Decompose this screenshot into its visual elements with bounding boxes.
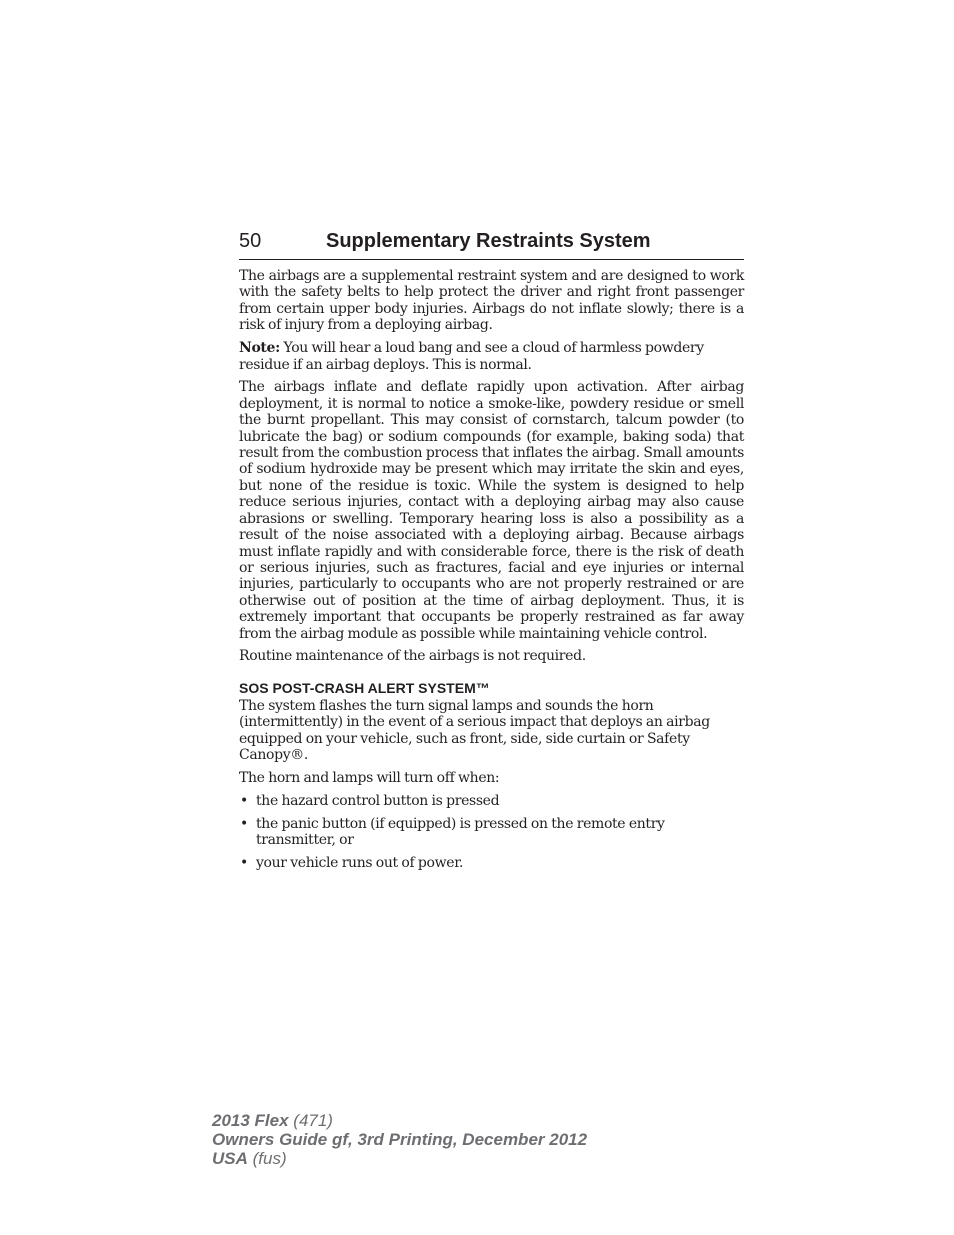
footer-line-model: 2013 Flex (471) [212, 1111, 333, 1130]
turn-off-intro-paragraph: The horn and lamps will turn off when: [239, 769, 500, 786]
note-paragraph [239, 340, 744, 373]
footer-line-market: USA (fus) [212, 1149, 287, 1168]
page-number: 50 [239, 230, 262, 252]
page-header [239, 227, 744, 260]
list-item: • your vehicle runs out of power. [240, 855, 464, 872]
footer-line-guide: Owners Guide gf, 3rd Printing, December 2012 [212, 1130, 588, 1149]
airbag-intro-paragraph: The airbags are a supplemental restraint system and are designed to work with the safety belts to help protect the driver and right front passenger from certain upper body injuries. Airbags do not inflate slowly; there is a risk of injury from a deploying airbag. [239, 268, 744, 334]
note-text: You will hear a loud bang and see a cloud of harmless powdery residue if an airbag deploys. This is normal. [239, 340, 704, 373]
sos-subheading: SOS POST-CRASH ALERT SYSTEM™ [239, 679, 490, 696]
maintenance-paragraph: Routine maintenance of the airbags is not required. [239, 648, 586, 665]
page-content [239, 268, 744, 878]
bullet-icon: • [240, 855, 248, 872]
airbag-deployment-paragraph: The airbags inflate and deflate rapidly upon activation. After airbag deployment, it is normal to notice a smoke-like, powdery residue or smell the burnt propellant. This may consist of cornstarch, talcum powder (to lubricate the bag) or sodium compounds (for example, baking soda) that result from the combustion process that inflates the airbag. Small amounts of sodium hydroxide may be present which may irritate the skin and eyes, but none of the residue is toxic. While the system is designed to help reduce serious injuries, contact with a deploying airbag may also cause abrasions or swelling. Temporary hearing loss is also a possibility as a result of the noise associated with a deploying airbag. Because airbags must inflate rapidly and with considerable force, there is the risk of death or serious injuries, such as fractures, facial and eye injuries or internal injuries, particularly to occupants who are not properly restrained or are otherwise out of position at the time of airbag deployment. Thus, it is extremely important that occupants be properly restrained as far away from the airbag module as possible while maintaining vehicle control. [239, 379, 744, 642]
turn-off-conditions-list [239, 793, 744, 872]
note-label: Note: [239, 340, 280, 357]
sos-description-paragraph: The system flashes the turn signal lamps and sounds the horn (intermittently) in the event of a serious impact that deploys an airbag equipped on your vehicle, such as front, side, side curtain or Safety Canopy®. [239, 697, 710, 764]
bullet-icon: • [240, 815, 248, 832]
list-item: • the hazard control button is pressed [240, 792, 500, 809]
list-item: • the panic button (if equipped) is pressed on the remote entry transmitter, or [240, 815, 665, 849]
bullet-icon: • [240, 792, 248, 809]
page-footer [212, 1111, 587, 1168]
section-title: Supplementary Restraints System [326, 230, 651, 252]
